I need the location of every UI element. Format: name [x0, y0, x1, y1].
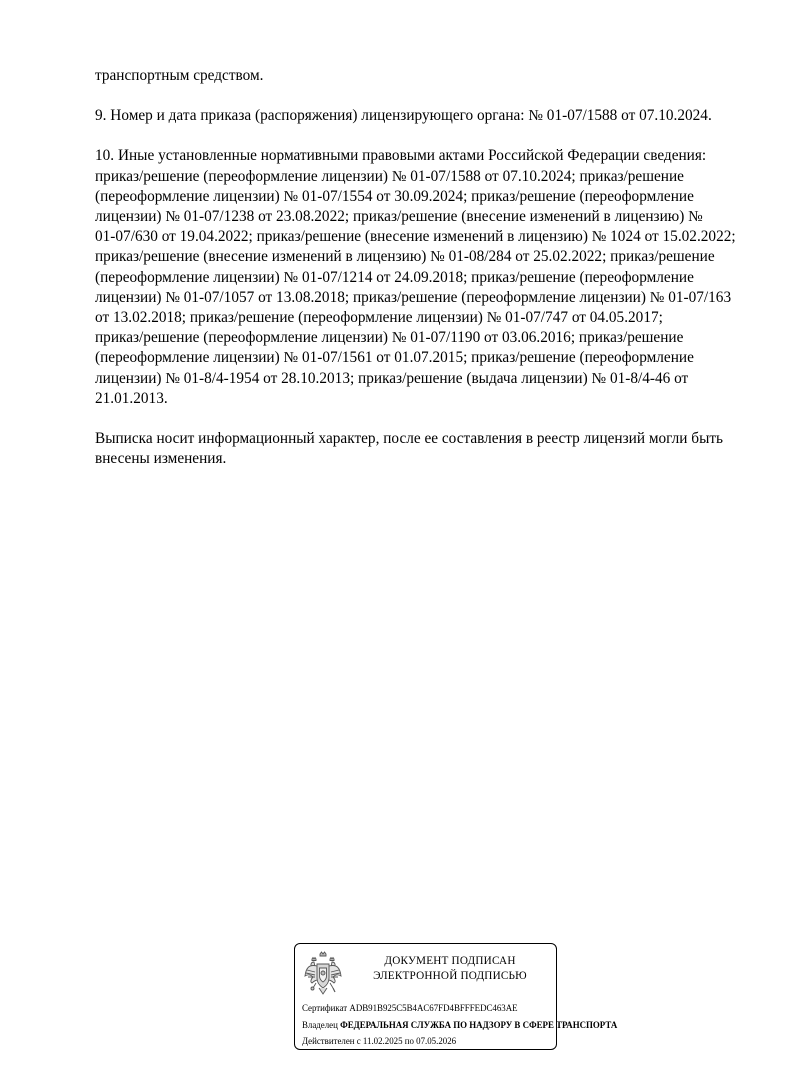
certificate-label: Сертификат [302, 1003, 348, 1013]
owner-value: ФЕДЕРАЛЬНАЯ СЛУЖБА ПО НАДЗОРУ В СФЕРЕ ТРАНСПОРТА [340, 1019, 618, 1030]
certificate-value: ADB91B925C5B4AC67FD4BFFFEDC463AE [349, 1003, 518, 1013]
stamp-details [302, 1000, 702, 1050]
intro-line: транспортным средством. [95, 67, 264, 84]
electronic-signature-stamp [294, 943, 618, 1050]
owner-label: Владелец [302, 1019, 338, 1030]
item-10-line: приказ/решение (внесение изменений в лицензию) № 01-08/284 от 25.02.2022; приказ/решение [95, 248, 715, 266]
item-10-line: (переоформление лицензии) № 01-07/1214 от 24.09.2018; приказ/решение (переоформление [95, 268, 694, 286]
disclaimer [95, 429, 770, 469]
owner-row [302, 1017, 702, 1034]
item-10-line: 10. Иные установленные нормативными правовыми актами Российской Федерации сведения: [95, 147, 707, 165]
disclaimer-line: внесены изменения. [95, 450, 227, 468]
disclaimer-line: Выписка носит информационный характер, после ее составления в реестр лицензий могли быть [95, 430, 724, 448]
item-10-line: лицензии) № 01-07/1057 от 13.08.2018; приказ/решение (переоформление лицензии) № 01-07/163 [95, 288, 732, 306]
item-10-line: 21.01.2013. [95, 389, 168, 407]
item-9: 9. Номер и дата приказа (распоряжения) лицензирующего органа: № 01-07/1588 от 07.10.2024. [95, 107, 712, 125]
stamp-title-line1: ДОКУМЕНТ ПОДПИСАН [384, 955, 516, 967]
item-10 [95, 146, 770, 409]
item-10-line: приказ/решение (переоформление лицензии) № 01-07/1190 от 03.06.2016; приказ/решение [95, 329, 684, 347]
validity-row: Действителен с 11.02.2025 по 07.05.2026 [302, 1036, 457, 1046]
item-10-line: (переоформление лицензии) № 01-07/1554 от 30.09.2024; приказ/решение (переоформление [95, 187, 694, 205]
item-10-line: 01-07/630 от 19.04.2022; приказ/решение (внесение изменений в лицензию) № 1024 от 15.02.2022; [95, 228, 736, 246]
item-10-line: (переоформление лицензии) № 01-07/1561 от 01.07.2015; приказ/решение (переоформление [95, 349, 694, 367]
item-10-line: от 13.02.2018; приказ/решение (переоформление лицензии) № 01-07/747 от 04.05.2017; [95, 309, 663, 327]
stamp-title [347, 954, 553, 984]
document-body [95, 66, 770, 489]
item-10-line: лицензии) № 01-8/4-1954 от 28.10.2013; приказ/решение (выдача лицензии) № 01-8/4-46 от [95, 369, 689, 387]
item-10-line: лицензии) № 01-07/1238 от 23.08.2022; приказ/решение (внесение изменений в лицензию) № [95, 208, 703, 226]
certificate-row [302, 1000, 702, 1017]
double-headed-eagle-emblem-icon [303, 950, 343, 996]
stamp-title-line2: ЭЛЕКТРОННОЙ ПОДПИСЬЮ [373, 970, 527, 982]
item-10-line: приказ/решение (переоформление лицензии) № 01-07/1588 от 07.10.2024; приказ/решение [95, 167, 684, 185]
